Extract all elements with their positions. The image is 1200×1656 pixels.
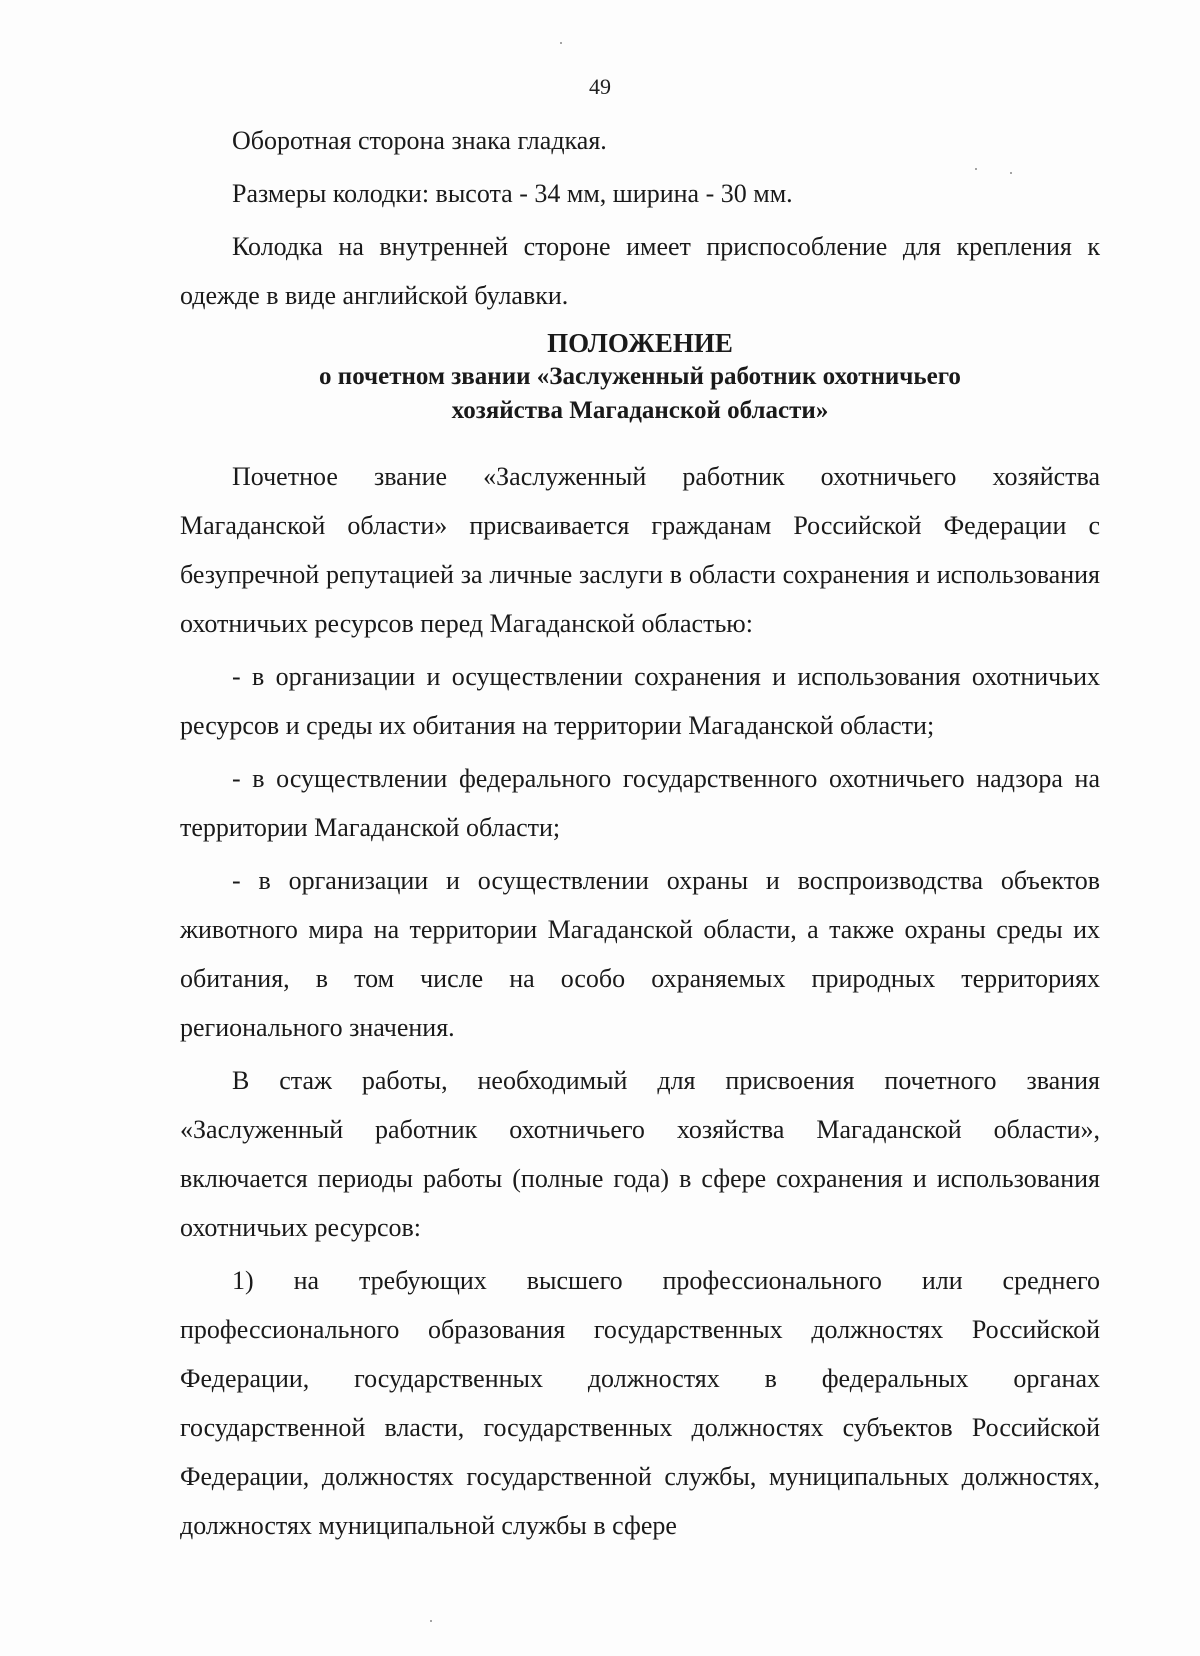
section-subtitle-line1: о почетном звании «Заслуженный работник охотничьего (319, 363, 961, 390)
scan-speck (1010, 172, 1012, 174)
paragraph-reverse-side: Оборотная сторона знака гладкая. (232, 126, 607, 155)
paragraph-block-size: Размеры колодки: высота - 34 мм, ширина - 30 мм. (232, 179, 793, 208)
scan-speck (975, 168, 977, 170)
section-title: ПОЛОЖЕНИЕ (547, 328, 733, 358)
page-number: 49 (589, 74, 611, 99)
paragraph-item-supervision: - в осуществлении федерального государственного охотничьего надзора на территории Магаданской области; (180, 764, 1100, 842)
section-subtitle-line2: хозяйства Магаданской области» (451, 397, 829, 424)
paragraph-item-organization: - в организации и осуществлении сохранения и использования охотничьих ресурсов и среды их обитания на территории Магаданской области; (180, 662, 1100, 740)
scan-speck (560, 42, 562, 44)
paragraph-title-granting: Почетное звание «Заслуженный работник охотничьего хозяйства Магаданской области» присваивается гражданам Российской Федерации с безупречной репутацией за личные заслуги в области сохранения и использования охотничьих ресурсов перед Магаданской областью: (180, 462, 1100, 638)
paragraph-item-protection: - в организации и осуществлении охраны и воспроизводства объектов животного мира на территории Магаданской области, а также охраны среды их обитания, в том числе на особо охраняемых природных территориях регионального значения. (180, 866, 1100, 1042)
paragraph-item-positions: 1) на требующих высшего профессионального или среднего профессионального образования государственных должностях Российской Федерации, государственных должностях в федеральных органах государственной власти, государственных должностях субъектов Российской Федерации, должностях государственной службы, муниципальных должностях, должностях муниципальной службы в сфере (180, 1266, 1100, 1540)
paragraph-block-fastening: Колодка на внутренней стороне имеет приспособление для крепления к одежде в виде английской булавки. (180, 232, 1100, 310)
document-body (180, 116, 1100, 1550)
paragraph-work-experience: В стаж работы, необходимый для присвоения почетного звания «Заслуженный работник охотничьего хозяйства Магаданской области», включается периоды работы (полные года) в сфере сохранения и использования охотничьих ресурсов: (180, 1066, 1100, 1242)
scan-speck (430, 1620, 432, 1622)
